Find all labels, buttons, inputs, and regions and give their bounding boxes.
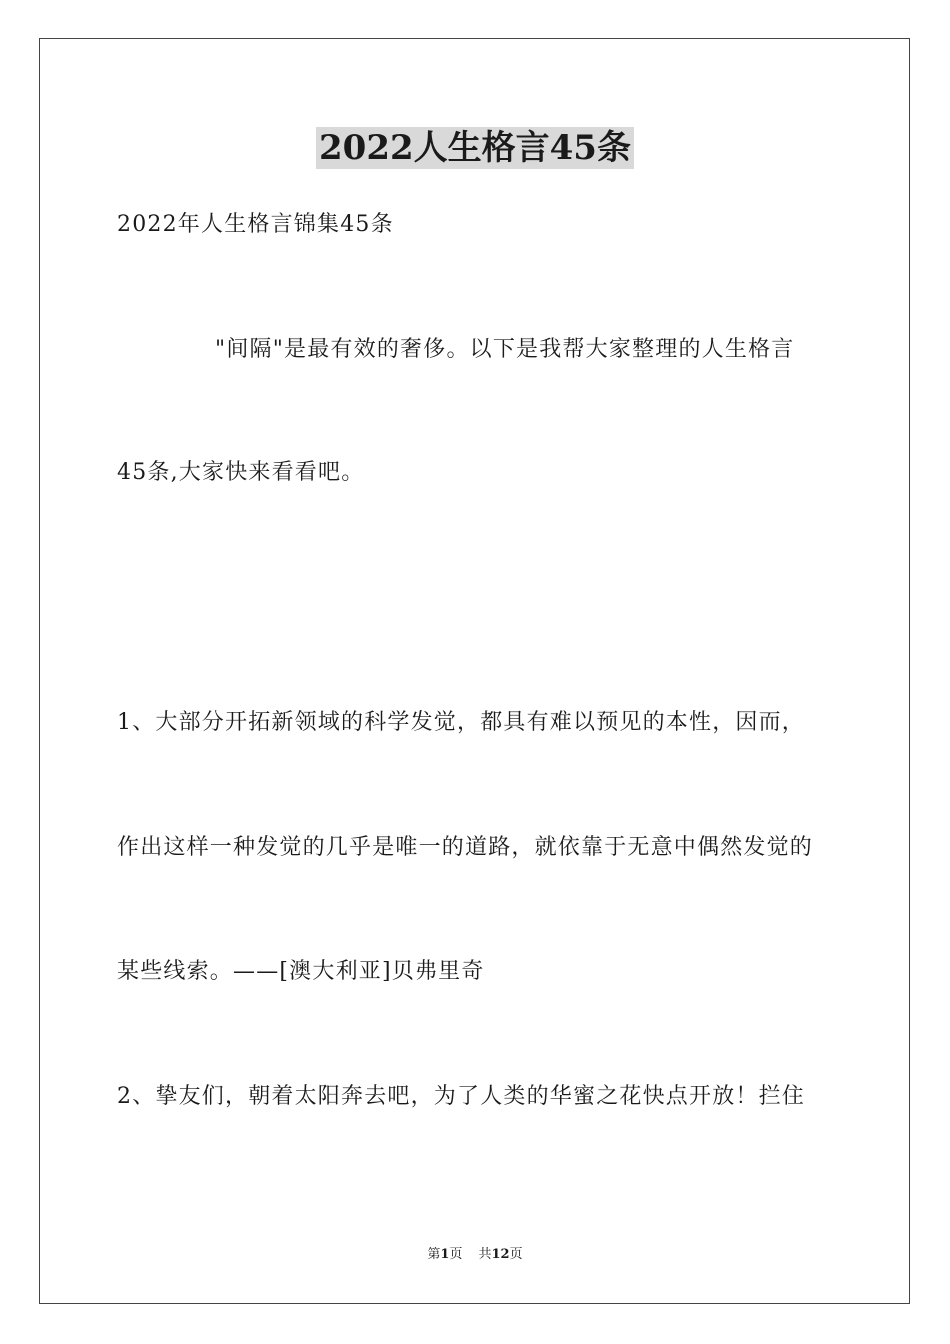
footer-total-prefix: 共 — [478, 1247, 492, 1262]
intro-line-2: 45条,大家快来看看吧。 — [117, 460, 365, 485]
footer-page-number: 1 — [440, 1247, 450, 1262]
page-footer — [0, 1246, 950, 1264]
footer-page-prefix: 第 — [427, 1247, 441, 1262]
quote-1-line-2: 作出这样一种发觉的几乎是唯一的道路，就依靠于无意中偶然发觉的 — [117, 835, 814, 860]
title-container — [0, 127, 950, 169]
footer-total-suffix: 页 — [509, 1247, 523, 1262]
quote-1-line-3: 某些线索。——[澳大利亚]贝弗里奇 — [117, 959, 485, 984]
document-subtitle: 2022年人生格言锦集45条 — [117, 212, 394, 237]
footer-page-suffix: 页 — [449, 1247, 463, 1262]
quote-1-line-1: 1、大部分开拓新领域的科学发觉，都具有难以预见的本性，因而， — [117, 710, 805, 735]
quote-2-line-1: 2、挚友们，朝着太阳奔去吧，为了人类的华蜜之花快点开放！拦住 — [117, 1084, 805, 1109]
document-title: 2022人生格言45条 — [316, 127, 634, 169]
footer-total-pages: 12 — [491, 1247, 510, 1262]
intro-line-1: "间隔"是最有效的奢侈。以下是我帮大家整理的人生格言 — [215, 337, 795, 362]
